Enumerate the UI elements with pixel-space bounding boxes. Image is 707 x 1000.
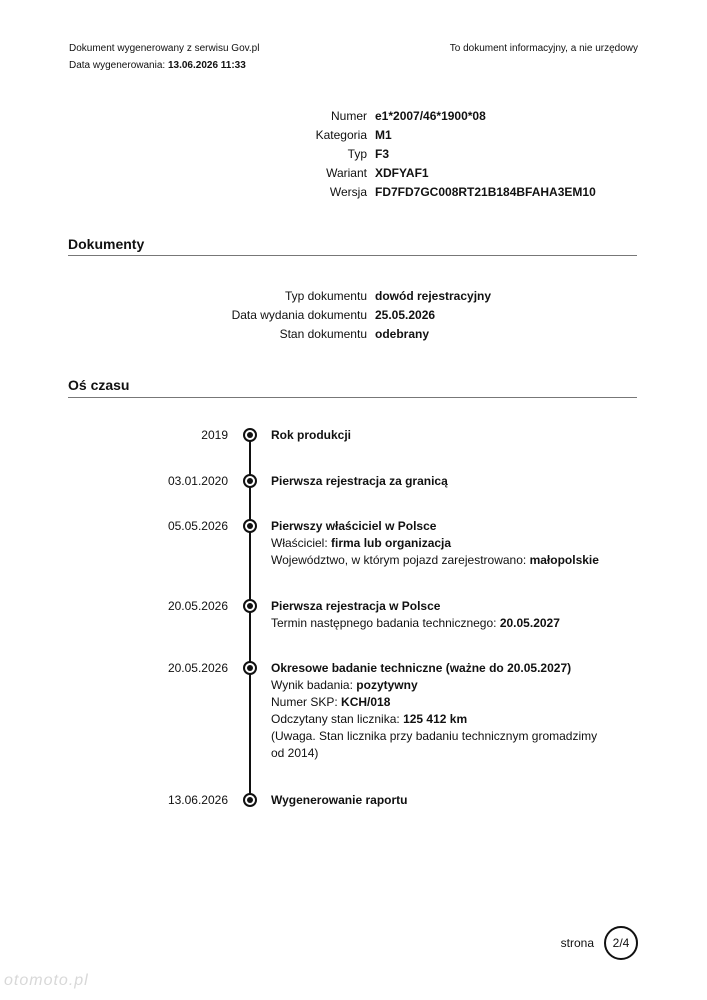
vehicle-value: XDFYAF1 [375,166,429,180]
document-row [0,287,492,306]
timeline-note: (Uwaga. Stan licznika przy badaniu technicznym gromadzimy od 2014) [271,729,598,760]
timeline-date: 2019 [201,428,228,442]
timeline-event-body [271,473,611,490]
timeline-detail [271,694,611,711]
vehicle-value: M1 [375,128,392,142]
vehicle-value: F3 [375,147,390,161]
vehicle-row [0,126,392,145]
watermark: otomoto.pl [4,972,89,989]
timeline-detail-value: 20.05.2027 [499,616,560,630]
timeline-detail-label: Odczytany stan licznika: [271,712,404,726]
timeline-dot-icon [243,599,257,613]
timeline-date: 03.01.2020 [167,474,228,488]
header-left [69,40,259,74]
header-generated-label: Data wygenerowania: [69,60,168,71]
vehicle-row [0,183,596,202]
timeline-detail-value: firma lub organizacja [331,536,452,550]
document-value: odebrany [375,327,430,341]
vehicle-label: Wersja [329,185,367,199]
timeline-detail-value: pozytywny [356,678,418,692]
timeline-event-title: Wygenerowanie raportu [271,793,408,807]
document-row [0,306,436,325]
timeline-event-body [271,427,611,444]
vehicle-info [0,107,596,202]
documents-info [0,287,492,344]
timeline-divider [68,397,637,398]
document-row [0,325,430,344]
timeline-detail-value: KCH/018 [341,695,391,709]
page-indicator [561,926,638,960]
timeline-detail-value: małopolskie [529,553,599,567]
document-label: Typ dokumentu [284,289,367,303]
timeline-detail [271,552,611,569]
documents-title: Dokumenty [68,236,145,252]
timeline-date: 20.05.2026 [167,599,228,613]
timeline-event-title: Okresowe badanie techniczne (ważne do 20.05.2027) [271,661,572,675]
timeline-detail [271,615,611,632]
timeline-event-title: Pierwsza rejestracja w Polsce [271,599,441,613]
timeline-date: 05.05.2026 [167,519,228,533]
timeline-event-body [271,518,611,569]
vehicle-row [0,107,486,126]
page-number: 2/4 [604,926,638,960]
timeline-event-title: Rok produkcji [271,428,352,442]
timeline-line [249,436,251,801]
header-disclaimer: To dokument informacyjny, a nie urzędowy [449,43,638,54]
timeline-event-title: Pierwszy właściciel w Polsce [271,519,437,533]
timeline-dot-icon [243,474,257,488]
timeline-event-body [271,792,611,809]
timeline-detail-label: Województwo, w którym pojazd zarejestrowano: [271,553,530,567]
timeline-detail-value: 125 412 km [403,712,468,726]
timeline-dot-icon [243,519,257,533]
timeline-detail-label: Właściciel: [271,536,332,550]
vehicle-row [0,145,390,164]
vehicle-row [0,164,429,183]
vehicle-value: FD7FD7GC008RT21B184BFAHA3EM10 [375,185,596,199]
vehicle-label: Typ [347,147,367,161]
page-label: strona [560,936,594,950]
vehicle-value: e1*2007/46*1900*08 [375,109,486,123]
timeline-date: 20.05.2026 [167,661,228,675]
header-generated-value: 13.06.2026 11:33 [167,60,246,71]
document-label: Stan dokumentu [279,327,367,341]
timeline-event-title: Pierwsza rejestracja za granicą [271,474,448,488]
vehicle-label: Numer [330,109,367,123]
timeline-event-body [271,598,611,632]
timeline-dot-icon [243,793,257,807]
timeline-dot-icon [243,661,257,675]
timeline-date: 13.06.2026 [167,793,228,807]
timeline-detail-label: Numer SKP: [271,695,342,709]
header-generated [69,57,259,74]
timeline-dot-icon [243,428,257,442]
timeline-detail [271,677,611,694]
timeline-detail [271,535,611,552]
timeline-detail [271,711,611,728]
header-source: Dokument wygenerowany z serwisu Gov.pl [69,43,260,54]
timeline-event-body [271,660,611,762]
timeline-detail-label: Termin następnego badania technicznego: [271,616,500,630]
document-value: 25.05.2026 [375,308,436,322]
document-value: dowód rejestracyjny [375,289,492,303]
timeline-title: Oś czasu [68,377,130,393]
timeline-detail-label: Wynik badania: [271,678,357,692]
vehicle-label: Kategoria [315,128,367,142]
documents-divider [68,255,637,256]
vehicle-label: Wariant [326,166,367,180]
document-label: Data wydania dokumentu [231,308,367,322]
